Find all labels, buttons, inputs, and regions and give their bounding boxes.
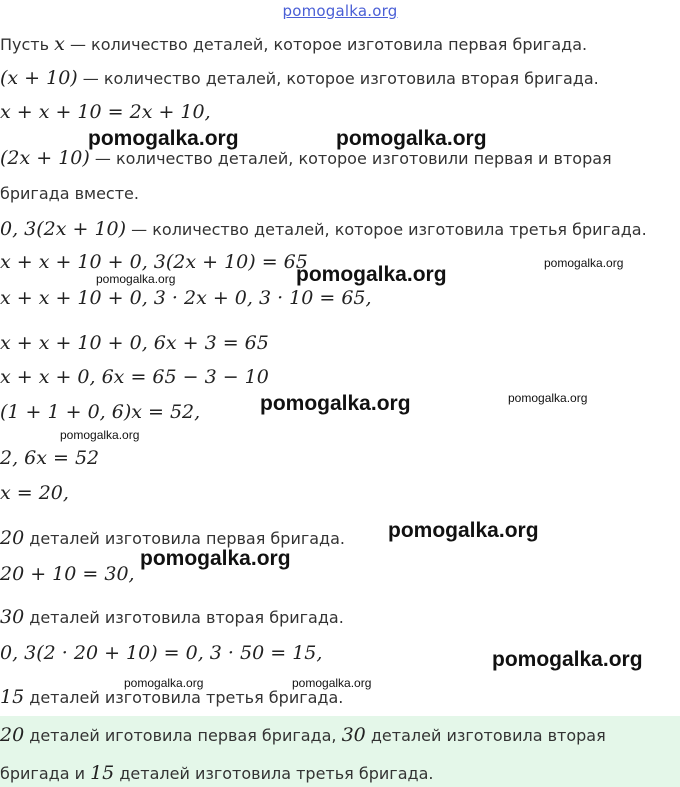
math: (2x + 10) [0, 147, 90, 169]
solution-line [0, 251, 308, 274]
math: x + x + 0, 6x = 65 − 3 − 10 [0, 366, 269, 388]
math: x + x + 10 + 0, 6x + 3 = 65 [0, 332, 269, 354]
math: (1 + 1 + 0, 6)x = 52, [0, 401, 201, 423]
watermark: pomogalka.org [140, 547, 291, 570]
solution-line [0, 218, 647, 241]
text: деталей изготовила третья бригада. [114, 764, 434, 783]
solution-line [0, 67, 599, 90]
answer-line [0, 762, 433, 785]
text: деталей изготовила третья бригада. [24, 688, 344, 707]
answer-line [0, 724, 606, 747]
watermark: pomogalka.org [544, 256, 624, 270]
math: 15 [90, 762, 115, 784]
watermark: pomogalka.org [88, 127, 239, 150]
math: x + x + 10 = 2x + 10, [0, 101, 211, 123]
math: (x + 10) [0, 67, 78, 89]
text: деталей иготовила первая бригада, [24, 726, 342, 745]
text: Пусть [0, 35, 55, 54]
solution-line [0, 332, 269, 355]
math: 0, 3(2 · 20 + 10) = 0, 3 · 50 = 15, [0, 642, 323, 664]
solution-line [0, 563, 135, 586]
solution-line [0, 642, 322, 665]
math: 2, 6x = 52 [0, 447, 100, 469]
watermark: pomogalka.org [260, 392, 411, 415]
math: 15 [0, 686, 25, 708]
math: 20 [0, 724, 25, 746]
watermark: pomogalka.org [388, 519, 539, 542]
math: x + x + 10 + 0, 3 · 2x + 0, 3 · 10 = 65, [0, 287, 372, 309]
math: x = 20, [0, 482, 69, 504]
text: деталей изготовила вторая бригада. [24, 608, 344, 627]
text: деталей изготовила вторая [365, 726, 606, 745]
solution-line [0, 183, 139, 205]
watermark: pomogalka.org [292, 676, 372, 690]
solution-line [0, 287, 372, 310]
text: — количество деталей, которое изготовила третья бригада. [126, 220, 647, 239]
watermark: pomogalka.org [336, 127, 487, 150]
solution-line [0, 447, 99, 470]
solution-line [0, 33, 587, 56]
watermark: pomogalka.org [492, 648, 643, 671]
math: 0, 3(2x + 10) [0, 218, 127, 240]
text: — количество деталей, которое изготовила первая бригада. [64, 35, 588, 54]
text: бригада и [0, 764, 91, 783]
watermark: pomogalka.org [60, 428, 140, 442]
watermark: pomogalka.org [124, 676, 204, 690]
solution-line [0, 366, 269, 389]
answer-box [0, 716, 680, 787]
site-header[interactable]: pomogalka.org [282, 2, 398, 20]
watermark: pomogalka.org [296, 263, 447, 286]
watermark: pomogalka.org [508, 391, 588, 405]
text: бригада вместе. [0, 184, 139, 203]
math: x [54, 33, 65, 55]
text: — количество деталей, которое изготовила вторая бригада. [77, 69, 599, 88]
watermark: pomogalka.org [96, 272, 176, 286]
solution-line [0, 401, 200, 424]
math: 30 [341, 724, 366, 746]
math: x + x + 10 + 0, 3(2x + 10) = 65 [0, 251, 308, 273]
text: — количество деталей, которое изготовили первая и вторая [89, 149, 612, 168]
math: 20 [0, 527, 25, 549]
solution-line [0, 606, 344, 629]
solution-line [0, 482, 69, 505]
math: 30 [0, 606, 25, 628]
math: 20 + 10 = 30, [0, 563, 135, 585]
solution-line [0, 101, 211, 124]
text: деталей изготовила первая бригада. [24, 529, 346, 548]
